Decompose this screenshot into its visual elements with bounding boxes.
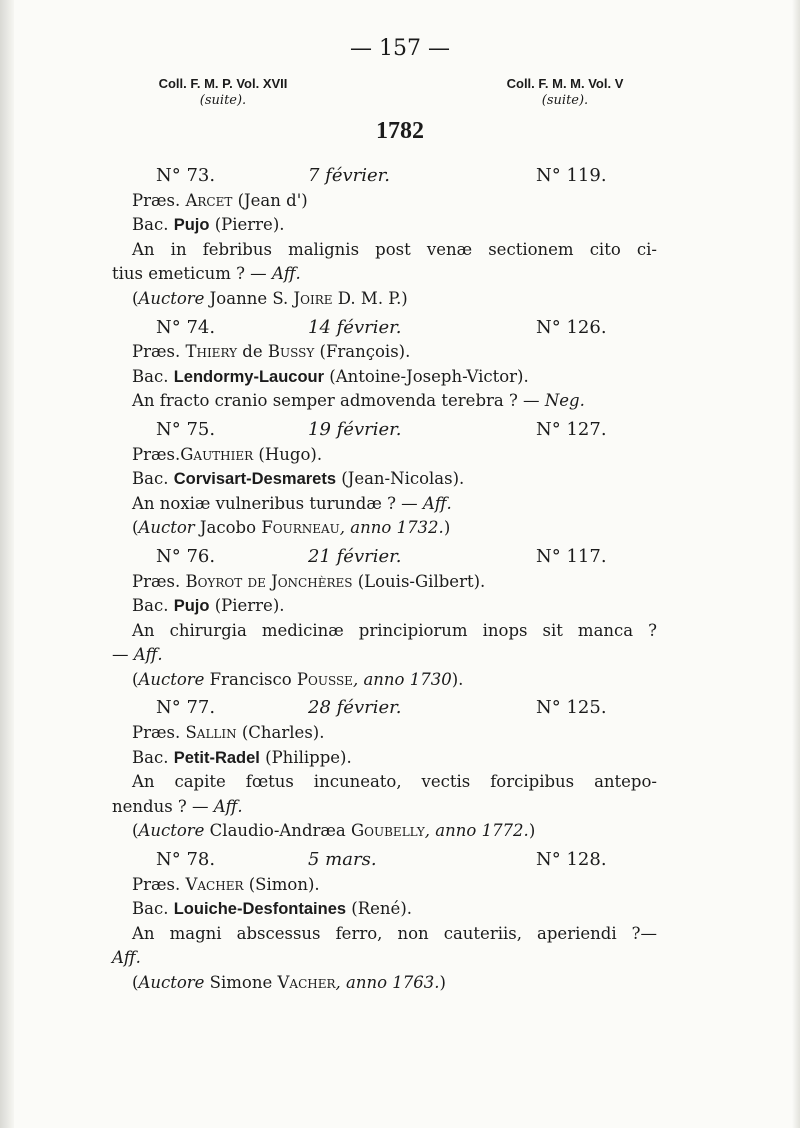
- paren-open: (: [132, 973, 139, 992]
- collection-left-sub: (suite).: [199, 93, 247, 108]
- entry-header: [112, 848, 657, 873]
- praeses-line: [112, 189, 657, 214]
- praeses-name: Thiery: [185, 342, 238, 362]
- bachelor-name: Corvisart-Desmarets: [173, 470, 337, 489]
- entry-header: [112, 418, 657, 443]
- entry-number-alt: N° 125.: [536, 697, 607, 719]
- entry-number-alt: N° 117.: [536, 545, 607, 567]
- paren-open: (: [132, 288, 139, 308]
- bachelor-line: [112, 897, 657, 922]
- bachelor-line: [112, 365, 657, 390]
- auctor-comma: ,: [424, 821, 436, 841]
- auctor-comma: ,: [335, 973, 347, 992]
- bachelor-name: Petit-Radel: [173, 748, 260, 767]
- bachelor-label: Bac.: [132, 366, 169, 386]
- page-number: — 157 —: [350, 36, 450, 61]
- auctor-label: Auctore: [138, 973, 205, 992]
- auctor-comma: ,: [352, 669, 364, 689]
- thesis-verdict: Neg.: [544, 391, 585, 411]
- entry-73: [112, 164, 657, 312]
- thesis-text: An fracto cranio semper admovenda terebra ? —: [132, 391, 545, 411]
- thesis-line-2: [112, 946, 657, 971]
- thesis-line-1: An magni abscessus ferro, non cauteriis, aperiendi ?—: [132, 923, 657, 943]
- praeses-line: [112, 570, 657, 595]
- auctor-name: Vacher: [277, 973, 336, 992]
- entry-75: [112, 418, 657, 541]
- entry-date: 7 février.: [308, 165, 391, 186]
- year-heading: 1782: [376, 118, 424, 144]
- bachelor-label: Bac.: [132, 899, 169, 919]
- praeses-rest: (Charles).: [236, 723, 325, 743]
- auctor-comma: ,: [339, 518, 351, 538]
- auctor-name: Joire: [293, 288, 333, 308]
- praeses-rest: (Hugo).: [253, 444, 323, 464]
- auctor-name: Goubelly: [350, 821, 425, 841]
- praeses-label: Præs.: [132, 571, 181, 591]
- praeses-line: [112, 721, 657, 746]
- bachelor-label: Bac.: [132, 596, 169, 616]
- praeses-name-2: Bussy: [267, 342, 315, 362]
- auctor-pre: Francisco: [204, 669, 297, 689]
- bachelor-rest: (Antoine-Joseph-Victor).: [324, 366, 529, 386]
- praeses-line: [112, 340, 657, 365]
- bachelor-rest: (René).: [346, 899, 413, 919]
- entry-number: N° 76.: [156, 545, 216, 567]
- auctor-line: [112, 668, 657, 693]
- collection-right-sub: (suite).: [541, 93, 589, 108]
- paren-open: (: [132, 821, 139, 841]
- entry-date: 21 février.: [308, 545, 402, 567]
- thesis-line-1: An in febribus malignis post venæ sectionem cito ci-: [132, 239, 657, 259]
- collection-left: [108, 76, 338, 108]
- entry-date: 28 février.: [308, 697, 402, 719]
- paren-open: (: [132, 518, 139, 538]
- entry-78: [112, 848, 657, 996]
- entry-number: N° 74.: [156, 316, 216, 338]
- auctor-year: anno 1732.: [350, 518, 444, 538]
- auctor-pre: Jacobo: [194, 518, 262, 538]
- bachelor-rest: (Pierre).: [209, 215, 285, 235]
- bachelor-line: [112, 213, 657, 238]
- paren-close: ): [443, 518, 451, 538]
- bachelor-rest: (Philippe).: [259, 747, 352, 767]
- collection-left-title: Coll. F. M. P. Vol. XVII: [158, 76, 288, 91]
- bachelor-name: Pujo: [173, 216, 210, 235]
- thesis-verdict: Aff.: [112, 948, 141, 968]
- auctor-year: anno 1763.: [346, 973, 440, 992]
- entries-list: [112, 160, 657, 996]
- thesis-verdict: Aff.: [422, 493, 452, 513]
- auctor-label: Auctore: [138, 669, 205, 689]
- thesis-verdict: Aff.: [213, 796, 243, 816]
- bachelor-name: Lendormy-Laucour: [173, 367, 325, 386]
- praeses-name: Arcet: [185, 190, 233, 210]
- praeses-mid: de: [237, 342, 268, 362]
- thesis-text: tius emeticum ? —: [112, 264, 272, 284]
- praeses-label: Præs.: [132, 190, 181, 210]
- praeses-line: [112, 443, 657, 468]
- bachelor-label: Bac.: [132, 747, 169, 767]
- thesis-line-2: [112, 262, 657, 287]
- auctor-label: Auctore: [138, 821, 205, 841]
- auctor-post: D. M. P.): [332, 288, 408, 308]
- praeses-label: Præs.: [132, 874, 181, 894]
- thesis-line-1: An capite fœtus incuneato, vectis forcipibus antepo-: [132, 772, 657, 792]
- auctor-label: Auctor: [138, 518, 195, 538]
- praeses-rest: (Simon).: [243, 874, 320, 894]
- auctor-label: Auctore: [138, 288, 205, 308]
- entry-74: [112, 316, 657, 414]
- collection-right: [470, 76, 660, 108]
- praeses-label: Præs.: [132, 723, 181, 743]
- thesis-text: nendus ? —: [112, 796, 214, 816]
- entry-number: N° 77.: [156, 697, 216, 719]
- praeses-name: Boyrot de Jonchères: [185, 571, 353, 591]
- auctor-line: [112, 971, 657, 996]
- entry-date: 14 février.: [308, 316, 402, 338]
- praeses-label: Præs.: [132, 342, 181, 362]
- paren-open: (: [132, 669, 139, 689]
- paren-close: ).: [451, 669, 464, 689]
- entry-date: 19 février.: [308, 418, 402, 440]
- entry-header: [112, 696, 657, 721]
- thesis-line-1: An chirurgia medicinæ principiorum inops sit manca ?: [132, 620, 657, 640]
- thesis-line-2: [112, 795, 657, 820]
- bachelor-line: [112, 467, 657, 492]
- thesis-line-2: [112, 643, 657, 668]
- bachelor-line: [112, 746, 657, 771]
- bachelor-label: Bac.: [132, 469, 169, 489]
- entry-number-alt: N° 128.: [536, 849, 607, 871]
- praeses-rest: (Louis-Gilbert).: [352, 571, 486, 591]
- praeses-line: [112, 873, 657, 898]
- auctor-pre: Simone: [204, 973, 278, 992]
- praeses-label: Præs.: [132, 444, 181, 464]
- auctor-year: anno 1772.: [435, 821, 529, 841]
- bachelor-line: [112, 594, 657, 619]
- auctor-line: [112, 819, 657, 844]
- praeses-name: Sallin: [185, 723, 237, 743]
- bachelor-label: Bac.: [132, 215, 169, 235]
- bachelor-name: Louiche-Desfontaines: [173, 900, 347, 919]
- entry-header: [112, 545, 657, 570]
- entry-number: N° 75.: [156, 418, 216, 440]
- entry-number: N° 73.: [156, 165, 216, 186]
- auctor-line: [112, 287, 657, 312]
- entry-number-alt: N° 119.: [536, 165, 607, 186]
- entry-number-alt: N° 127.: [536, 418, 607, 440]
- entry-76: [112, 545, 657, 693]
- entry-number: N° 78.: [156, 849, 216, 871]
- thesis-text: An noxiæ vulneribus turundæ ? —: [132, 493, 423, 513]
- entry-date: 5 mars.: [308, 849, 377, 871]
- auctor-name: Pousse: [296, 669, 353, 689]
- thesis-text: —: [112, 645, 134, 665]
- page-edge-left: [0, 0, 14, 1128]
- bachelor-rest: (Pierre).: [209, 596, 285, 616]
- paren-close: ): [439, 973, 446, 992]
- praeses-rest: (François).: [314, 342, 411, 362]
- auctor-line: [112, 516, 657, 541]
- praeses-rest: (Jean d'): [232, 190, 308, 210]
- auctor-pre: Claudio-Andræa: [204, 821, 351, 841]
- praeses-name: Gauthier: [180, 444, 254, 464]
- thesis-line-1: [112, 492, 657, 517]
- collection-right-title: Coll. F. M. M. Vol. V: [506, 76, 624, 91]
- thesis-verdict: Aff.: [271, 264, 301, 284]
- auctor-name: Fourneau: [261, 518, 340, 538]
- thesis-verdict: Aff.: [133, 645, 163, 665]
- page-edge-right: [792, 0, 800, 1128]
- thesis-line-1: [112, 389, 657, 414]
- auctor-pre: Joanne S.: [204, 288, 294, 308]
- bachelor-rest: (Jean-Nicolas).: [336, 469, 465, 489]
- entry-77: [112, 696, 657, 844]
- praeses-name: Vacher: [185, 874, 244, 894]
- paren-close: ): [528, 821, 536, 841]
- entry-header: [112, 316, 657, 341]
- auctor-year: anno 1730: [363, 669, 452, 689]
- entry-number-alt: N° 126.: [536, 316, 607, 338]
- bachelor-name: Pujo: [173, 597, 210, 616]
- entry-header: [112, 164, 657, 189]
